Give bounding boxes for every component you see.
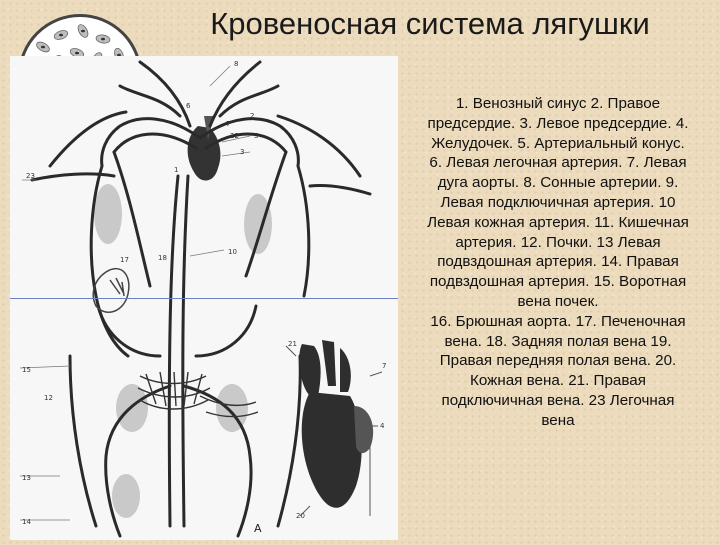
- label-12: 12: [44, 394, 53, 402]
- legend-text: [398, 94, 718, 431]
- legend-line: Левая подключичная артерия. 10: [440, 193, 676, 211]
- divider-line: [10, 298, 398, 299]
- legend-line: вена: [541, 411, 575, 429]
- label-18: 18: [158, 254, 167, 262]
- label-6: 6: [186, 102, 191, 110]
- legend-line: Кожная вена. 21. Правая: [470, 372, 646, 390]
- label-22: 22: [230, 132, 239, 140]
- label-23: 23: [26, 172, 35, 180]
- legend-line: подключичная вена. 23 Легочная: [441, 391, 675, 409]
- label-2: 2: [250, 112, 255, 120]
- legend-line: Правая передняя полая вена. 20.: [439, 352, 677, 370]
- heart-detail: [299, 340, 373, 508]
- legend-line: 16. Брюшная аорта. 17. Печеночная: [430, 312, 686, 330]
- legend-line: подвздошная артерия. 14. Правая: [437, 253, 679, 271]
- legend-line: дуга аорты. 8. Сонные артерии. 9.: [437, 174, 679, 192]
- label-7: 7: [226, 120, 231, 128]
- legend-line: предсердие. 3. Левое предсердие. 4.: [427, 114, 689, 132]
- figure-letter: А: [254, 522, 262, 535]
- legend-line: вена. 18. Задняя полая вена 19.: [444, 332, 672, 350]
- label-5: 5: [254, 132, 259, 140]
- label-17: 17: [120, 256, 129, 264]
- label-13: 13: [22, 474, 31, 482]
- legend-line: 6. Левая легочная артерия. 7. Левая: [429, 154, 687, 172]
- legend-line: вена почек.: [517, 292, 599, 310]
- label-20: 20: [296, 512, 305, 520]
- label-21: 21: [288, 340, 297, 348]
- label-15: 15: [22, 366, 31, 374]
- heart: [188, 116, 221, 181]
- legend-line: артерия. 12. Почки. 13 Левая: [455, 233, 661, 251]
- label-1: 1: [174, 166, 179, 174]
- legend-line: 1. Венозный синус 2. Правое: [455, 95, 661, 112]
- label-8: 8: [234, 60, 239, 68]
- legend-line: Желудочек. 5. Артериальный конус.: [431, 134, 685, 152]
- label-14: 14: [22, 518, 31, 526]
- legend-line: подвздошная артерия. 15. Воротная: [429, 273, 687, 291]
- legend-line: Левая кожная артерия. 11. Кишечная: [427, 213, 689, 231]
- label-3: 3: [240, 148, 245, 156]
- label-10: 10: [228, 248, 237, 256]
- slide-title: Кровеносная система лягушки: [210, 6, 650, 41]
- label-4: 4: [380, 422, 385, 430]
- label-7b: 7: [382, 362, 387, 370]
